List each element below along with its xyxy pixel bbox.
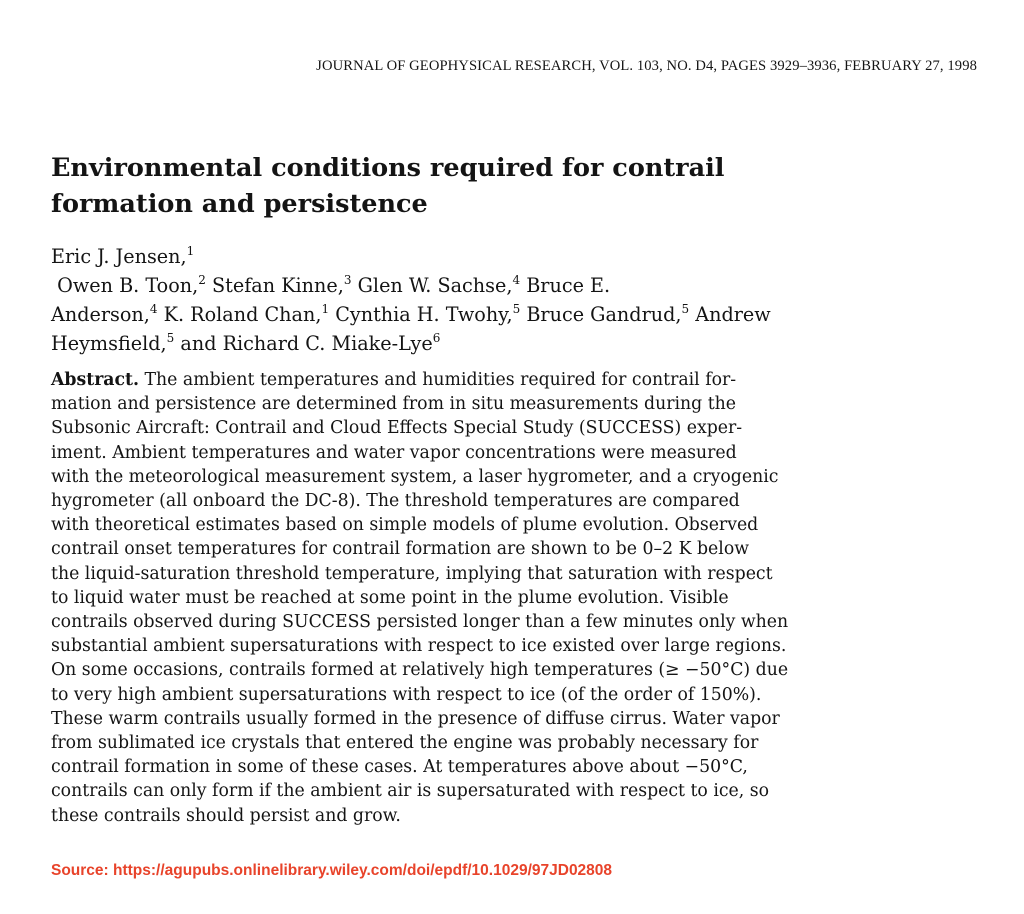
affiliation-marker: 4 — [149, 302, 158, 316]
paper-title — [51, 150, 871, 222]
author-name-part: Anderson, — [51, 303, 150, 326]
abstract-line: contrails observed during SUCCESS persisted longer than a few minutes only when — [51, 612, 789, 633]
author-name: and Richard C. Miake-Lye — [180, 332, 433, 355]
abstract — [51, 368, 911, 828]
abstract-line: to liquid water must be reached at some point in the plume evolution. Visible — [51, 587, 729, 608]
abstract-line: mation and persistence are determined from in situ measurements during the — [51, 394, 736, 415]
abstract-line: Subsonic Aircraft: Contrail and Cloud Effects Special Study (SUCCESS) exper- — [51, 418, 743, 439]
affiliation-marker: 1 — [321, 302, 330, 316]
abstract-line: contrails can only form if the ambient air is supersaturated with respect to ice, so — [51, 781, 770, 802]
author-list — [51, 242, 931, 358]
author-name: Owen B. Toon, — [57, 274, 199, 297]
abstract-line: contrail onset temperatures for contrail formation are shown to be 0–2 K below — [51, 539, 750, 560]
journal-header: JOURNAL OF GEOPHYSICAL RESEARCH, VOL. 103, NO. D4, PAGES 3929–3936, FEBRUARY 27, 1998 — [316, 58, 977, 74]
abstract-line: these contrails should persist and grow. — [51, 805, 401, 826]
abstract-line: from sublimated ice crystals that entered the engine was probably necessary for — [51, 733, 759, 754]
abstract-line: the liquid-saturation threshold temperature, implying that saturation with respect — [51, 563, 773, 584]
paper-title-line-2: formation and persistence — [51, 189, 428, 219]
author-name: Glen W. Sachse, — [357, 274, 513, 297]
abstract-label: Abstract. — [51, 370, 140, 390]
author-name: Bruce Gandrud, — [526, 303, 682, 326]
abstract-line: contrail formation in some of these cases. At temperatures above about −50°C, — [51, 757, 748, 778]
affiliation-marker: 2 — [198, 273, 206, 287]
abstract-line: substantial ambient supersaturations with respect to ice existed over large regions. — [51, 636, 787, 657]
abstract-line: with the meteorological measurement system, a laser hygrometer, and a cryogenic — [51, 466, 779, 487]
author-line-3 — [51, 329, 931, 358]
abstract-line: to very high ambient supersaturations with respect to ice (of the order of 150%). — [51, 684, 762, 705]
author-name: K. Roland Chan, — [163, 303, 322, 326]
paper-title-line-1: Environmental conditions required for contrail — [51, 153, 725, 183]
abstract-line: iment. Ambient temperatures and water vapor concentrations were measured — [51, 442, 737, 463]
abstract-line: hygrometer (all onboard the DC-8). The threshold temperatures are compared — [51, 491, 740, 512]
affiliation-marker: 1 — [186, 244, 195, 258]
author-name-part: Andrew — [695, 303, 771, 326]
abstract-text: The ambient temperatures and humidities required for contrail for- — [139, 370, 737, 390]
author-line-1 — [51, 242, 931, 271]
affiliation-marker: 5 — [681, 302, 690, 316]
author-name: Eric J. Jensen, — [51, 245, 187, 268]
author-name: Cynthia H. Twohy, — [335, 303, 513, 326]
abstract-line: with theoretical estimates based on simple models of plume evolution. Observed — [51, 515, 759, 536]
source-link[interactable]: Source: https://agupubs.onlinelibrary.wiley.com/doi/epdf/10.1029/97JD02808 — [51, 862, 613, 879]
author-name-part: Bruce E. — [526, 274, 611, 297]
affiliation-marker: 3 — [343, 273, 352, 287]
author-name-part: Heymsfield, — [51, 332, 167, 355]
affiliation-marker: 5 — [166, 331, 175, 345]
abstract-line — [51, 368, 911, 392]
abstract-line: These warm contrails usually formed in the presence of diffuse cirrus. Water vapor — [51, 708, 780, 729]
author-line-2 — [51, 300, 931, 329]
affiliation-marker: 6 — [432, 331, 441, 345]
author-name: Stefan Kinne, — [212, 274, 344, 297]
affiliation-marker: 5 — [512, 302, 521, 316]
abstract-line: On some occasions, contrails formed at relatively high temperatures (≥ −50°C) due — [51, 660, 789, 681]
affiliation-marker: 4 — [512, 273, 521, 287]
